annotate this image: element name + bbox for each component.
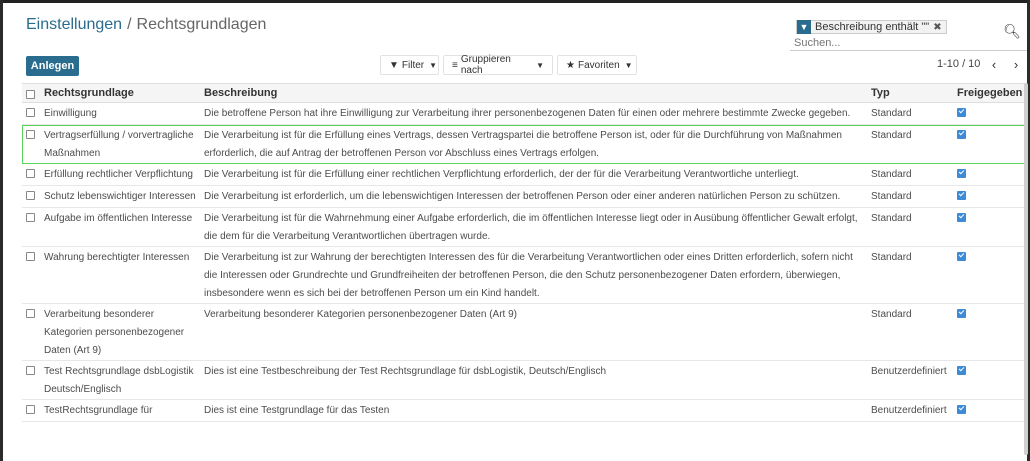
row-type: Standard <box>871 252 912 263</box>
row-checkbox[interactable] <box>26 252 35 261</box>
row-name: Erfüllung rechtlicher Verpflichtung <box>44 169 193 180</box>
row-checkbox[interactable] <box>26 213 35 222</box>
row-description: Die Verarbeitung ist zur Wahrung der berechtigten Interessen des für die Verarbeitung Verantwortlichen oder eines Dritten erforderlich, sofern nicht die Interessen oder Grundrechte und Grundfreiheiten der betroffenen Person, die den Schutz personenbezogener Daten erfordern, überwiegen, insbesondere wenn es sich bei der betroffenen Person um ein Kind handelt. <box>204 252 853 299</box>
row-released-cell <box>951 186 1026 208</box>
row-select-cell[interactable] <box>22 361 36 400</box>
row-checkbox[interactable] <box>26 366 35 375</box>
window-top-edge <box>0 0 1030 3</box>
released-checkbox <box>957 309 966 318</box>
row-type: Benutzerdefiniert <box>871 366 947 377</box>
column-header-type[interactable]: Typ <box>871 87 890 99</box>
row-checkbox[interactable] <box>26 108 35 117</box>
row-select-cell[interactable] <box>22 208 36 247</box>
table-row[interactable] <box>22 400 1026 422</box>
filter-dropdown[interactable] <box>380 55 439 75</box>
breadcrumb-settings-link[interactable]: Einstellungen <box>26 16 123 33</box>
row-description: Die betroffene Person hat ihre Einwilligung zur Verarbeitung ihrer personenbezogenen Daten für einen oder mehrere bestimmte Zwecke gegeben. <box>204 108 851 119</box>
released-checkbox <box>957 108 966 117</box>
row-checkbox[interactable] <box>26 405 35 414</box>
row-type: Benutzerdefiniert <box>871 405 947 416</box>
group-by-dropdown[interactable] <box>443 55 553 75</box>
row-released-cell <box>951 247 1026 304</box>
released-checkbox <box>957 252 966 261</box>
window-left-edge <box>0 0 3 461</box>
row-type: Standard <box>871 130 912 141</box>
pager-prev-button[interactable]: ‹ <box>991 56 997 72</box>
favorites-label: Favoriten <box>577 59 620 71</box>
caret-down-icon: ▼ <box>536 60 544 70</box>
row-select-cell[interactable] <box>22 186 36 208</box>
released-checkbox <box>957 213 966 222</box>
row-select-cell[interactable] <box>22 125 36 164</box>
row-name: TestRechtsgrundlage für <box>44 405 153 416</box>
pager-range[interactable]: 1-10 / 10 <box>937 58 981 70</box>
row-checkbox[interactable] <box>26 169 35 178</box>
vertical-scrollbar[interactable] <box>1024 83 1028 455</box>
row-description: Die Verarbeitung ist erforderlich, um die lebenswichtigen Interessen der betroffenen Person oder einer anderen natürlichen Person zu schützen. <box>204 191 841 202</box>
released-checkbox <box>957 405 966 414</box>
table-row[interactable] <box>22 361 1026 400</box>
group-by-label: Gruppieren nach <box>460 54 511 76</box>
filter-icon: ▼ <box>797 20 811 34</box>
row-name: Einwilligung <box>44 108 97 119</box>
row-name: Verarbeitung besonderer Kategorien personenbezogener Daten (Art 9) <box>44 309 185 356</box>
released-checkbox <box>957 191 966 200</box>
released-checkbox <box>957 130 966 139</box>
row-select-cell[interactable] <box>22 304 36 361</box>
list-icon: ≡ <box>452 59 458 71</box>
row-released-cell <box>951 400 1026 422</box>
row-released-cell <box>951 103 1026 125</box>
star-icon: ★ <box>566 59 575 71</box>
row-type: Standard <box>871 309 912 320</box>
row-description: Die Verarbeitung ist für die Erfüllung einer rechtlichen Verpflichtung erforderlich, der der für die Verarbeitung Verantwortliche unterliegt. <box>204 169 799 180</box>
row-type: Standard <box>871 108 912 119</box>
table-row[interactable] <box>22 164 1026 186</box>
funnel-icon: ▼ <box>389 59 399 71</box>
table-row[interactable] <box>22 186 1026 208</box>
pager-next-button[interactable]: › <box>1013 56 1019 72</box>
row-checkbox[interactable] <box>26 130 35 139</box>
row-released-cell <box>951 164 1026 186</box>
create-button[interactable]: Anlegen <box>26 56 79 76</box>
search-input[interactable] <box>794 36 994 50</box>
row-name: Wahrung berechtigter Interessen <box>44 252 190 263</box>
row-type: Standard <box>871 213 912 224</box>
row-name: Vertragserfüllung / vorvertragliche Maßnahmen <box>44 130 194 159</box>
search-facet <box>796 20 947 34</box>
row-released-cell <box>951 208 1026 247</box>
row-description: Die Verarbeitung ist für die Erfüllung eines Vertrags, dessen Vertragspartei die betroffene Person ist, oder für die Durchführung von Maßnahmen erforderlich, die auf Antrag der betroffenen Person vor Abschluss eines Vertrags erfolgen. <box>204 130 842 159</box>
row-type: Standard <box>871 191 912 202</box>
column-header-description[interactable]: Beschreibung <box>204 87 278 99</box>
column-header-name[interactable]: Rechtsgrundlage <box>44 87 134 99</box>
table-header-row <box>22 84 1026 103</box>
table-row[interactable] <box>22 208 1026 247</box>
caret-down-icon: ▼ <box>429 60 438 70</box>
row-name: Aufgabe im öffentlichen Interesse <box>44 213 193 224</box>
row-checkbox[interactable] <box>26 191 35 200</box>
column-header-released[interactable]: Freigegeben <box>957 87 1023 99</box>
breadcrumb-separator: / <box>127 16 132 33</box>
row-select-cell[interactable] <box>22 400 36 422</box>
table-row[interactable] <box>22 247 1026 304</box>
filter-label: Filter <box>401 59 425 71</box>
released-checkbox <box>957 366 966 375</box>
row-description: Die Verarbeitung ist für die Wahrnehmung einer Aufgabe erforderlich, die im öffentlichen Interesse liegt oder in Ausübung öffentlicher Gewalt erfolgt, die dem für die Verarbeitung Verantwortlichen übertragen wurde. <box>204 213 858 242</box>
search-facet-label: Beschreibung enthält "" <box>815 21 930 33</box>
row-select-cell[interactable] <box>22 247 36 304</box>
row-description: Dies ist eine Testgrundlage für das Testen <box>204 405 390 416</box>
row-description: Verarbeitung besonderer Kategorien personenbezogener Daten (Art 9) <box>204 309 517 320</box>
row-name: Test Rechtsgrundlage dsbLogistik Deutsch/Englisch <box>44 366 194 395</box>
table-row[interactable] <box>22 103 1026 125</box>
row-select-cell[interactable] <box>22 164 36 186</box>
favorites-dropdown[interactable] <box>557 55 637 75</box>
row-type: Standard <box>871 169 912 180</box>
row-released-cell <box>951 304 1026 361</box>
row-checkbox[interactable] <box>26 309 35 318</box>
row-select-cell[interactable] <box>22 103 36 125</box>
table-row[interactable] <box>22 304 1026 361</box>
search-box <box>790 17 1027 51</box>
page-title: Rechtsgrundlagen <box>136 16 267 33</box>
table-row[interactable] <box>22 125 1026 164</box>
facet-close-icon[interactable]: ✖ <box>933 21 942 33</box>
search-icon[interactable]: 🔍︎ <box>1003 23 1021 39</box>
caret-down-icon: ▼ <box>624 60 633 70</box>
row-name: Schutz lebenswichtiger Interessen <box>44 191 196 202</box>
released-checkbox <box>957 169 966 178</box>
row-description: Dies ist eine Testbeschreibung der Test Rechtsgrundlage für dsbLogistik, Deutsch/Englisch <box>204 366 607 377</box>
select-all-cell[interactable] <box>22 84 36 103</box>
legal-bases-table <box>22 83 1026 422</box>
row-released-cell <box>951 361 1026 400</box>
select-all-checkbox[interactable] <box>26 90 35 99</box>
breadcrumb <box>26 16 266 34</box>
row-released-cell <box>951 125 1026 164</box>
